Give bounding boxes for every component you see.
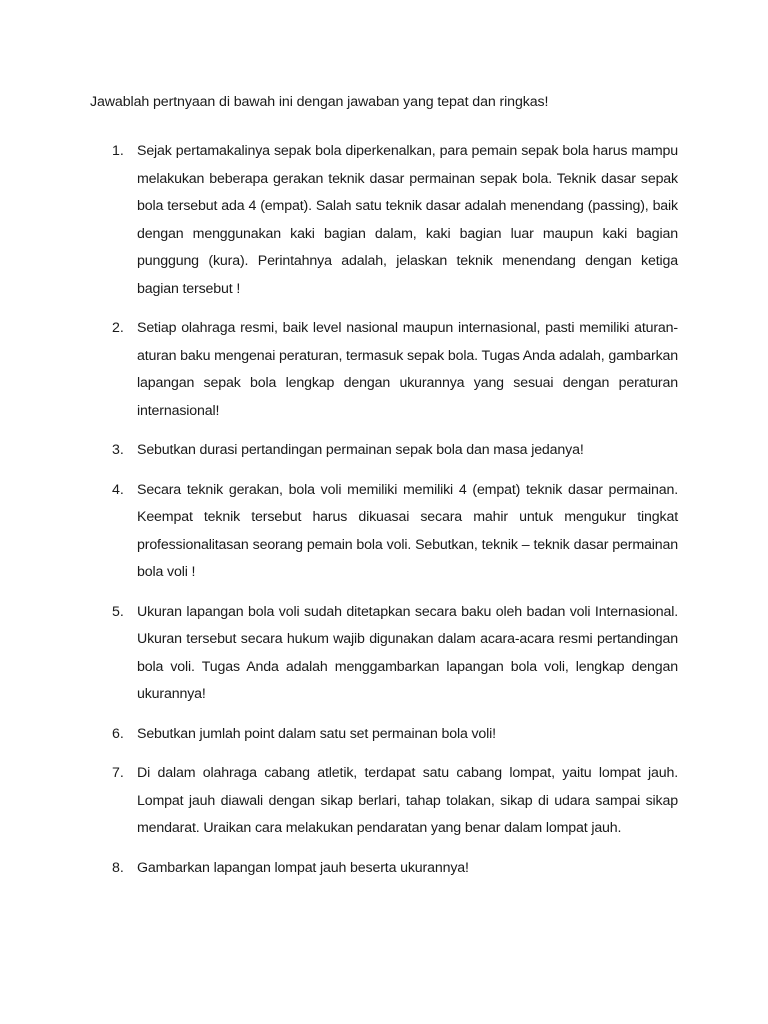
- question-text: Gambarkan lapangan lompat jauh beserta ukurannya!: [137, 859, 469, 876]
- question-list: [112, 138, 678, 894]
- question-number: 6.: [112, 725, 124, 742]
- question-number: 2.: [112, 320, 124, 336]
- question-number: 5.: [112, 603, 124, 620]
- question-item: [112, 760, 678, 843]
- question-text: Ukuran lapangan bola voli sudah ditetapkan secara baku oleh badan voli Internasional. Ukuran tersebut secara hukum wajib digunakan dalam acara-acara resmi pertandingan bola voli. Tugas Anda adalah menggambarkan lapangan bola voli, lengkap dengan ukurannya!: [137, 603, 678, 702]
- question-item: [112, 138, 678, 303]
- question-item: [112, 315, 678, 425]
- question-text: Secara teknik gerakan, bola voli memiliki memiliki 4 (empat) teknik dasar permainan. Keempat teknik tersebut harus dikuasai secara mahir untuk mengukur tingkat professionalitasan seorang pemain bola voli. Sebutkan, teknik – teknik dasar permainan bola voli !: [137, 481, 678, 580]
- question-text: Sebutkan durasi pertandingan permainan sepak bola dan masa jedanya!: [137, 442, 584, 458]
- question-number: 3.: [112, 442, 124, 458]
- question-item: [112, 437, 678, 465]
- question-number: 7.: [112, 765, 124, 781]
- question-text: Setiap olahraga resmi, baik level nasional maupun internasional, pasti memiliki aturan-aturan baku mengenai peraturan, termasuk sepak bola. Tugas Anda adalah, gambarkan lapangan sepak bola lengkap dengan ukurannya yang sesuai dengan peraturan internasional!: [137, 320, 678, 419]
- question-number: 4.: [112, 481, 124, 498]
- instruction-text: Jawablah pertnyaan di bawah ini dengan jawaban yang tepat dan ringkas!: [90, 94, 549, 110]
- question-item: [112, 477, 678, 587]
- question-item: [112, 721, 678, 749]
- question-text: Sejak pertamakalinya sepak bola diperkenalkan, para pemain sepak bola harus mampu melakukan beberapa gerakan teknik dasar permainan sepak bola. Teknik dasar sepak bola tersebut ada 4 (empat). Salah satu teknik dasar adalah menendang (passing), baik dengan menggunakan kaki bagian dalam, kaki bagian luar maupun kaki bagian punggung (kura). Perintahnya adalah, jelaskan teknik menendang dengan ketiga bagian tersebut !: [137, 143, 678, 297]
- question-number: 8.: [112, 859, 124, 876]
- question-text: Di dalam olahraga cabang atletik, terdapat satu cabang lompat, yaitu lompat jauh. Lompat jauh diawali dengan sikap berlari, tahap tolakan, sikap di udara sampai sikap mendarat. Uraikan cara melakukan pendaratan yang benar dalam lompat jauh.: [137, 765, 678, 836]
- question-text: Sebutkan jumlah point dalam satu set permainan bola voli!: [137, 725, 496, 742]
- question-item: [112, 599, 678, 709]
- question-item: [112, 855, 678, 883]
- question-number: 1.: [112, 143, 124, 159]
